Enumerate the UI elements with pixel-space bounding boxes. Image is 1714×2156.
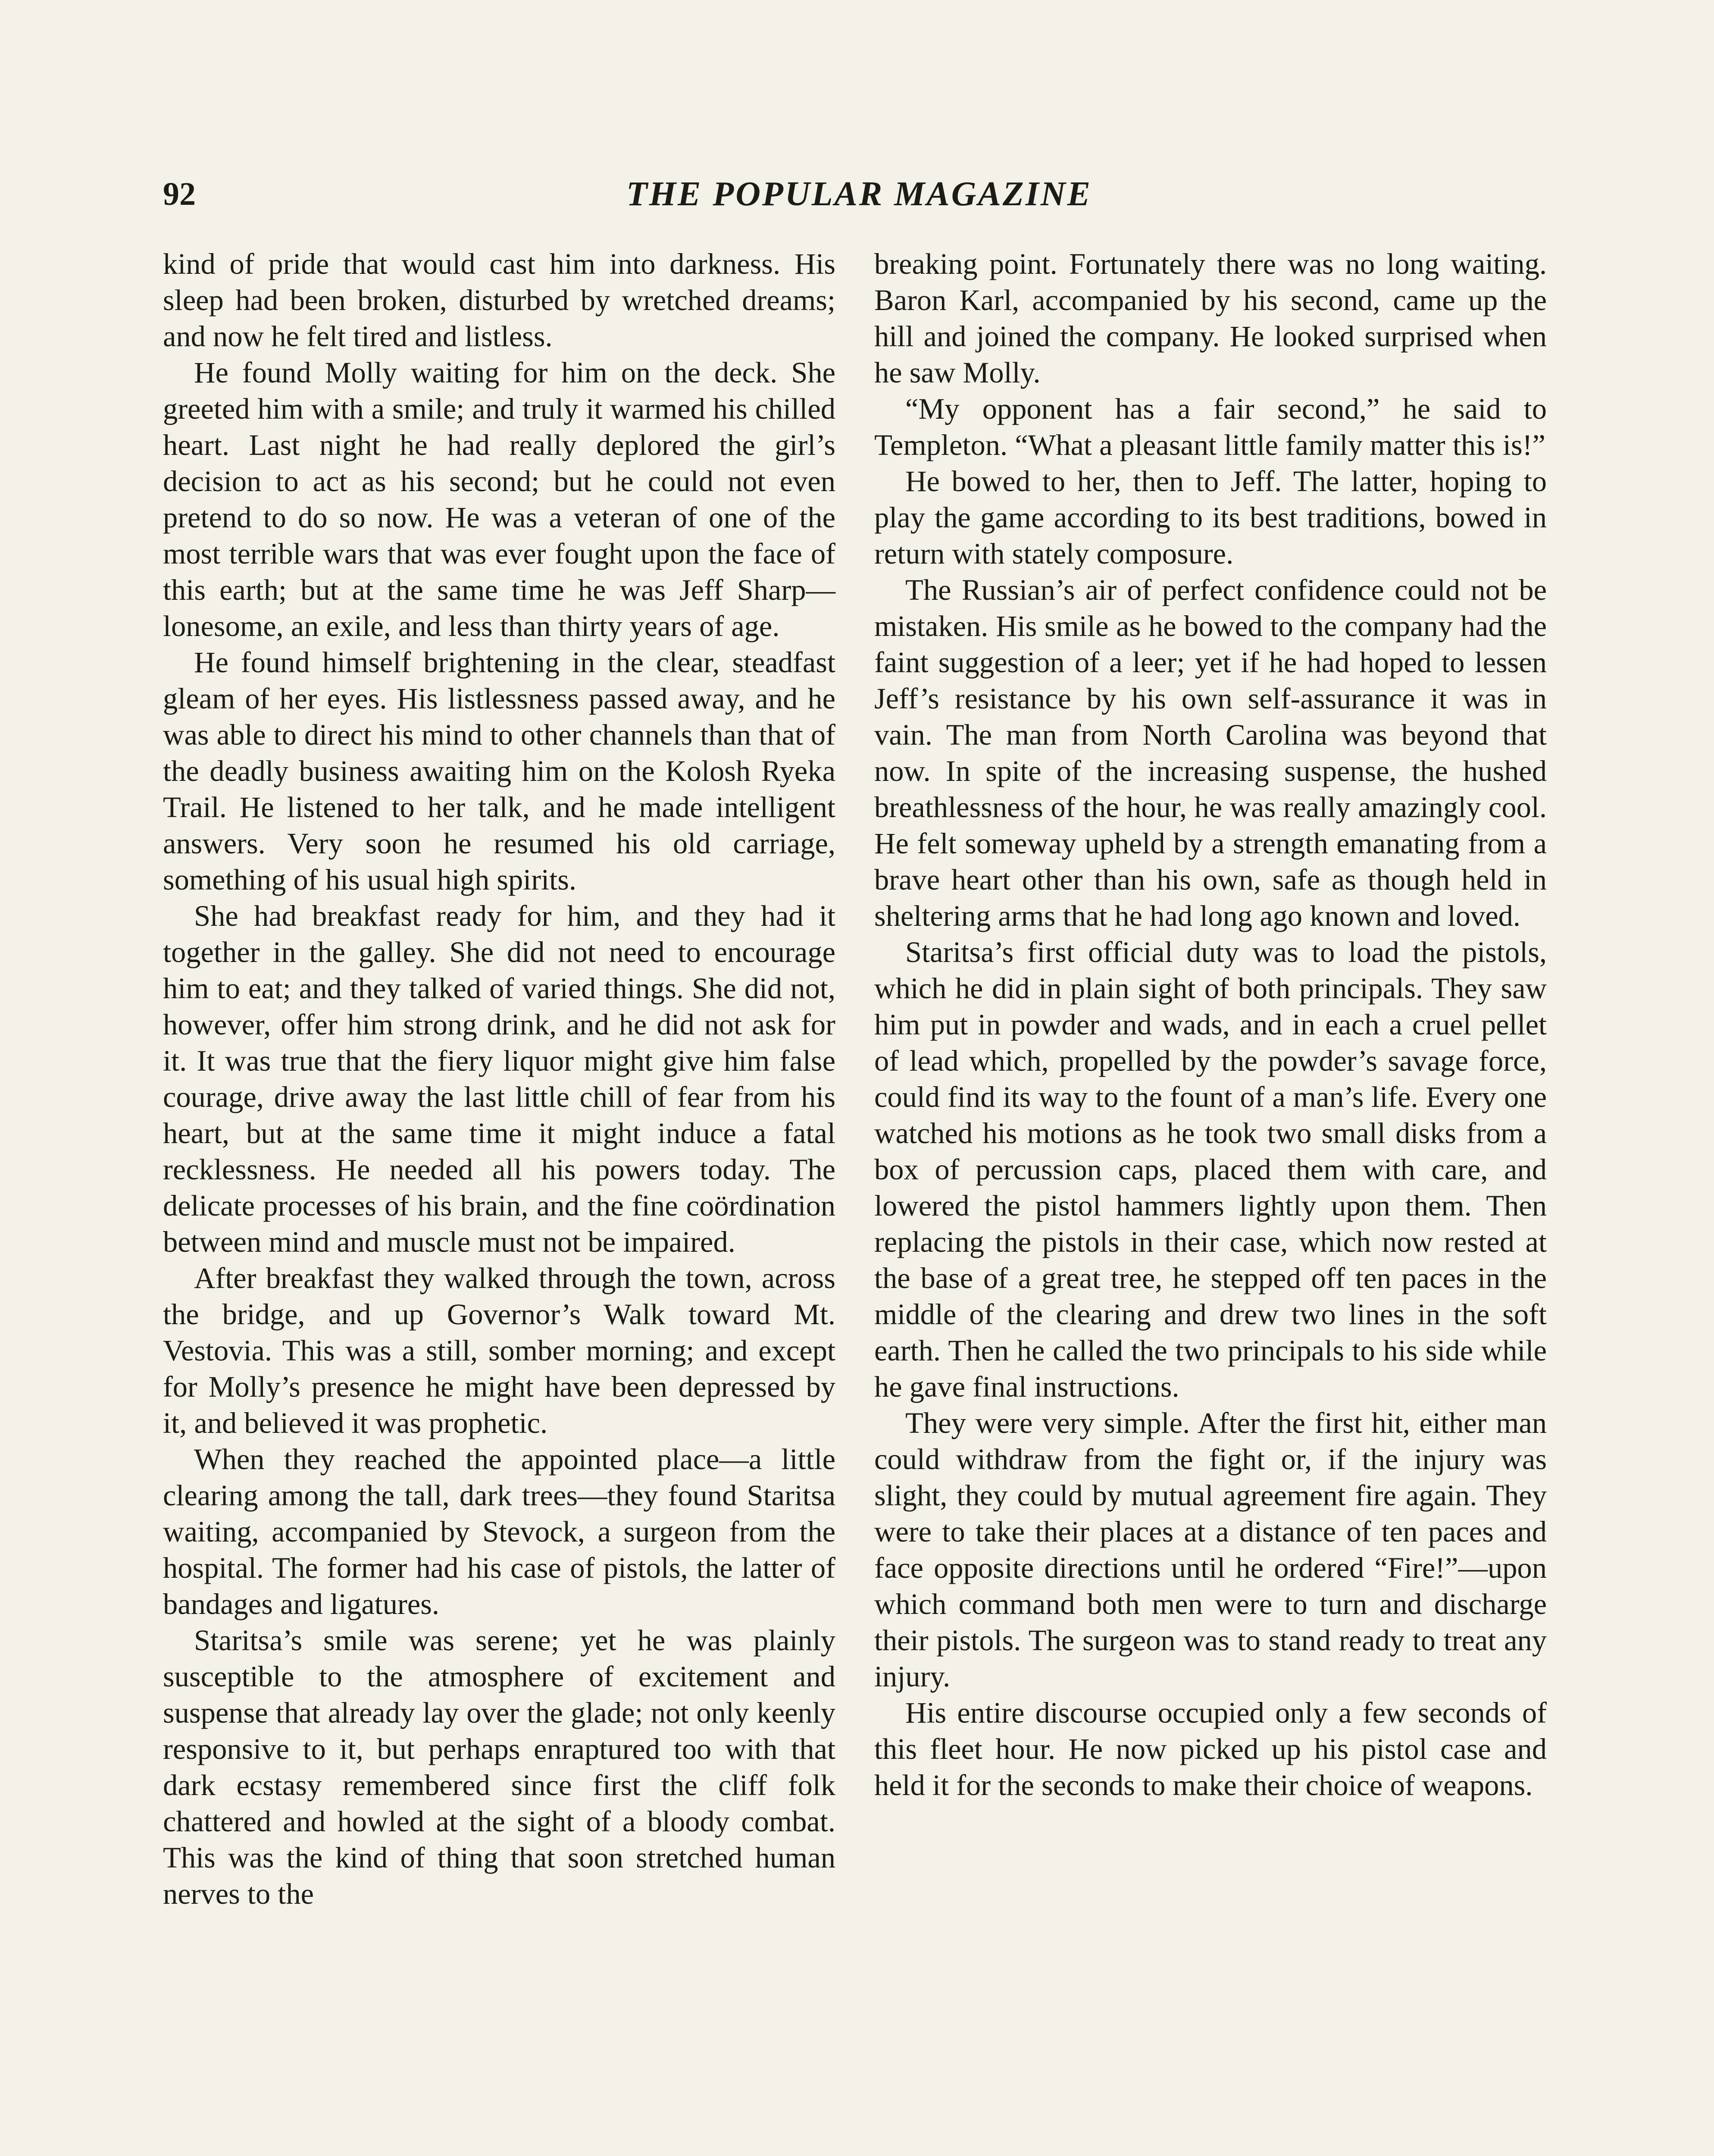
running-title: THE POPULAR MAGAZINE <box>626 175 1092 213</box>
paragraph: He found Molly waiting for him on the deck. She greeted him with a smile; and truly it warmed his chilled heart. Last night he had really deplored the girl’s decision to act as his second; but he could not even pretend to do so now. He was a veteran of one of the most terrible wars that was ever fought upon the face of this earth; but at the same time he was Jeff Sharp—lonesome, an exile, and less than thirty years of age. <box>163 356 835 642</box>
paragraph: Staritsa’s smile was serene; yet he was plainly susceptible to the atmosphere of excitement and suspense that already lay over the glade; not only keenly responsive to it, but perhaps enraptured too with that dark ecstasy remembered since first the cliff folk chattered and howled at the sight of a bloody combat. This was the kind of thing that soon stretched human nerves to the <box>163 1624 835 1910</box>
page-header <box>163 168 1555 220</box>
paragraph: Staritsa’s first official duty was to load the pistols, which he did in plain sight of both principals. They saw him put in powder and wads, and in each a cruel pellet of lead which, propelled by the powder’s savage force, could find its way to the fount of a man’s life. Every one watched his motions as he took two small disks from a box of percussion caps, placed them with care, and lowered the pistol hammers lightly upon them. Then replacing the pistols in their case, which now rested at the base of a great tree, he stepped off ten paces in the middle of the clearing and drew two lines in the soft earth. Then he called the two principals to his side while he gave final instructions. <box>874 936 1547 1403</box>
paragraph: breaking point. Fortunately there was no long waiting. Baron Karl, accompanied by his second, came up the hill and joined the company. He looked surprised when he saw Molly. <box>874 248 1547 389</box>
paragraph: He bowed to her, then to Jeff. The latter, hoping to play the game according to its best traditions, bowed in return with stately composure. <box>874 465 1547 570</box>
paragraph: The Russian’s air of perfect confidence could not be mistaken. His smile as he bowed to the company had the faint suggestion of a leer; yet if he had hoped to lessen Jeff’s resistance by his own self-assurance it was in vain. The man from North Carolina was beyond that now. In spite of the increasing suspense, the hushed breathlessness of the hour, he was really amazingly cool. He felt someway upheld by a strength emanating from a brave heart other than his own, safe as though held in sheltering arms that he had long ago known and loved. <box>874 573 1547 932</box>
paragraph: kind of pride that would cast him into darkness. His sleep had been broken, disturbed by wretched dreams; and now he felt tired and listless. <box>163 248 835 353</box>
paragraph: When they reached the appointed place—a little clearing among the tall, dark trees—they found Staritsa waiting, accompanied by Stevock, a surgeon from the hospital. The former had his case of pistols, the latter of bandages and ligatures. <box>163 1443 835 1620</box>
paragraph: She had breakfast ready for him, and they had it together in the galley. She did not need to encourage him to eat; and they talked of varied things. She did not, however, offer him strong drink, and he did not ask for it. It was true that the fiery liquor might give him false courage, drive away the last little chill of fear from his heart, but at the same time it might induce a fatal recklessness. He needed all his powers today. The delicate processes of his brain, and the fine coördination between mind and muscle must not be impaired. <box>163 899 835 1258</box>
right-column <box>874 246 1547 1803</box>
paragraph: He found himself brightening in the clear, steadfast gleam of her eyes. His listlessness passed away, and he was able to direct his mind to other channels than that of the deadly business awaiting him on the Kolosh Ryeka Trail. He listened to her talk, and he made intelligent answers. Very soon he resumed his old carriage, something of his usual high spirits. <box>163 646 835 896</box>
paragraph: After breakfast they walked through the town, across the bridge, and up Governor’s Walk toward Mt. Vestovia. This was a still, somber morning; and except for Molly’s presence he might have been depressed by it, and believed it was prophetic. <box>163 1262 835 1439</box>
left-column <box>163 246 835 1912</box>
paragraph: “My opponent has a fair second,” he said to Templeton. “What a pleasant little family matter this is!” <box>874 392 1547 461</box>
paragraph: They were very simple. After the first hit, either man could withdraw from the fight or, if the injury was slight, they could by mutual agreement fire again. They were to take their places at a distance of ten paces and face opposite directions until he ordered “Fire!”—upon which command both men were to turn and discharge their pistols. The surgeon was to stand ready to treat any injury. <box>874 1407 1547 1693</box>
paragraph: His entire discourse occupied only a few seconds of this fleet hour. He now picked up his pistol case and held it for the seconds to make their choice of weapons. <box>874 1696 1547 1802</box>
page-number: 92 <box>163 176 196 212</box>
